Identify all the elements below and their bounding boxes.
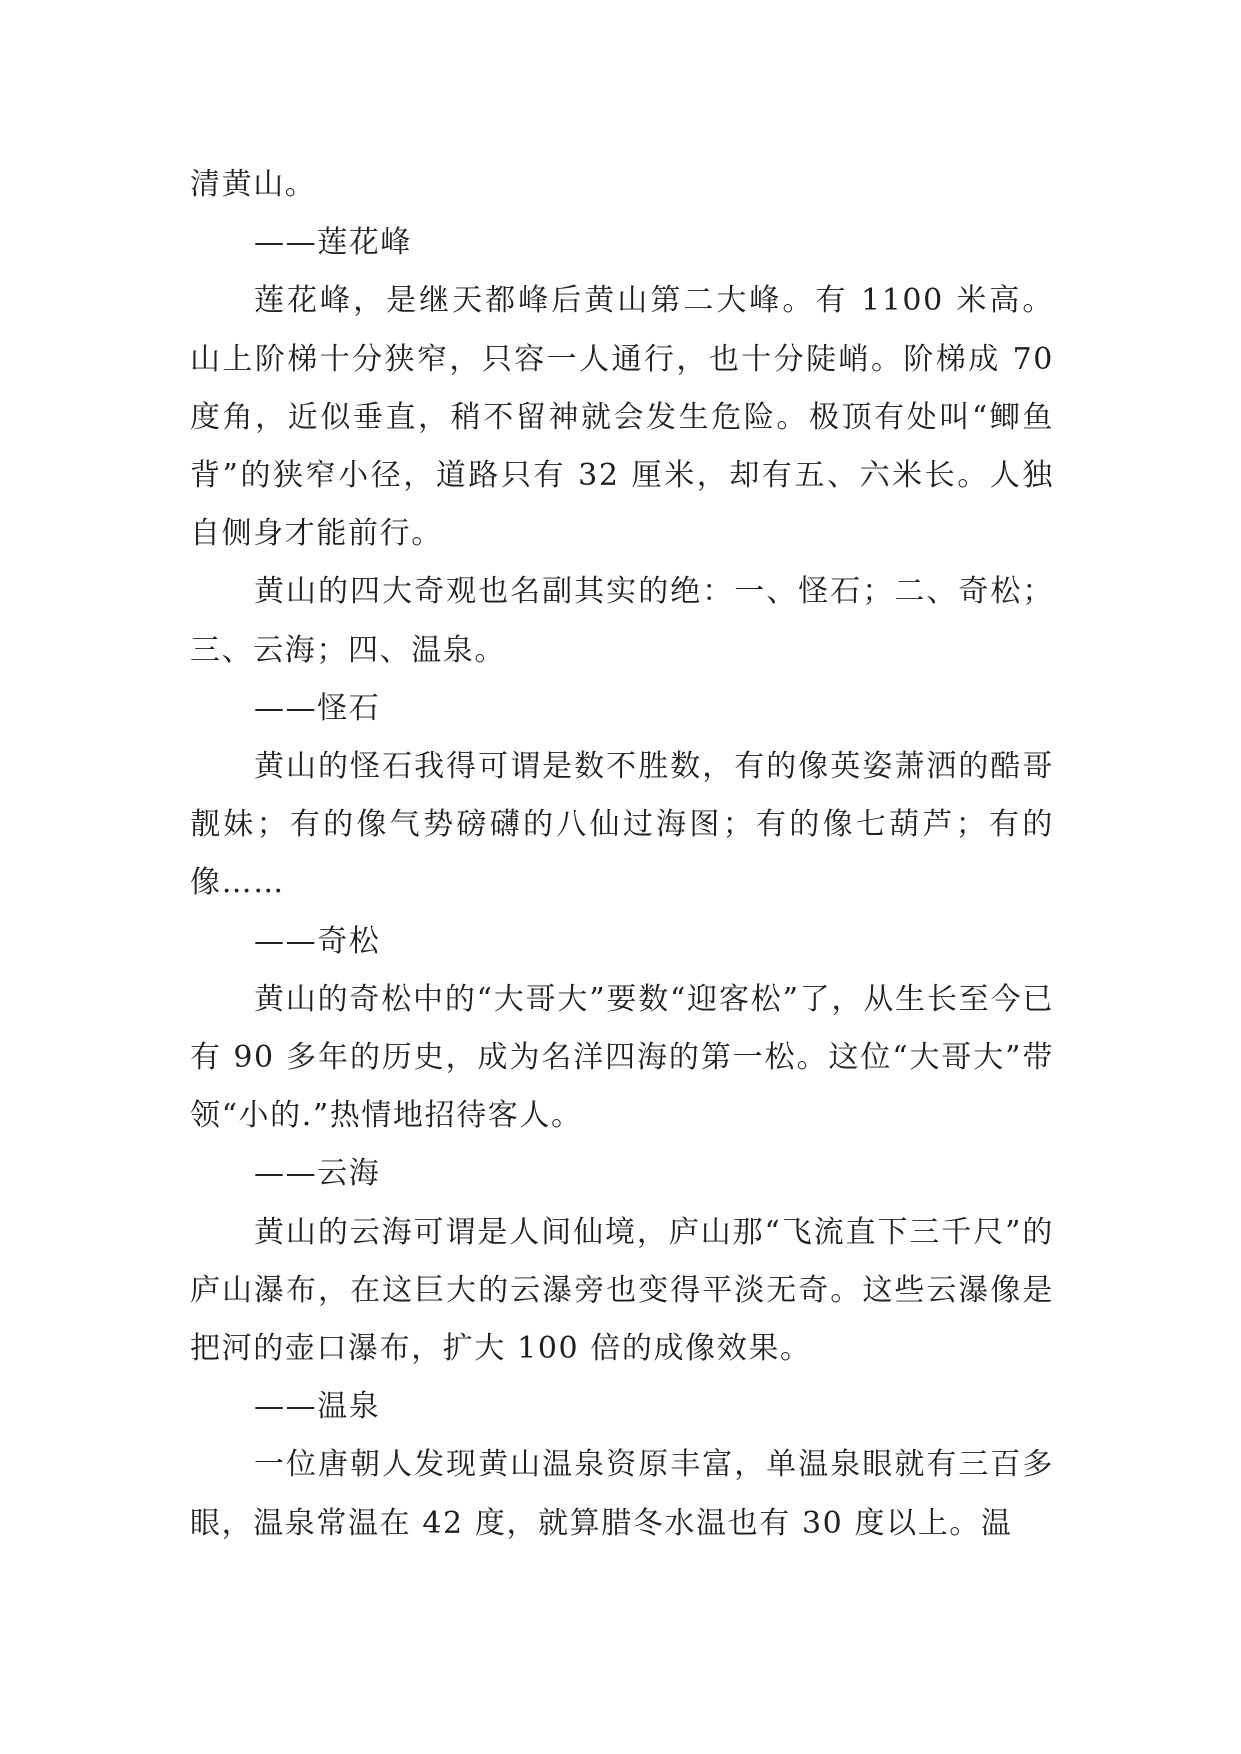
paragraph-sea-of-clouds: 黄山的云海可谓是人间仙境，庐山那“飞流直下三千尺”的庐山瀑布，在这巨大的云瀑旁也变得平淡无奇。这些云瀑像是把河的壶口瀑布，扩大 100 倍的成像效果。 (190, 1214, 1054, 1367)
section-heading-odd-pines: ——奇松 (254, 923, 381, 959)
document-page (190, 0, 1054, 1553)
section-heading-hot-springs: ——温泉 (254, 1389, 381, 1425)
paragraph-continuation: 清黄山。 (190, 167, 317, 202)
paragraph-four-wonders: 黄山的四大奇观也名副其实的绝：一、怪石；二、奇松；三、云海；四、温泉。 (190, 574, 1054, 668)
section-heading-lotus-peak: ——莲花峰 (254, 225, 412, 261)
section-heading-strange-rocks: ——怪石 (254, 690, 381, 726)
paragraph-lotus-peak: 莲花峰，是继天都峰后黄山第二大峰。有 1100 米高。山上阶梯十分狭窄，只容一人通行，也十分陡峭。阶梯成 70 度角，近似垂直，稍不留神就会发生危险。极顶有处叫“鲫鱼背”的狭窄小径，道路只有 32 厘米，却有五、六米长。人独自侧身才能前行。 (190, 283, 1054, 552)
section-heading-sea-of-clouds: ——云海 (254, 1156, 381, 1192)
paragraph-hot-springs: 一位唐朝人发现黄山温泉资原丰富，单温泉眼就有三百多眼，温泉常温在 42 度，就算腊冬水温也有 30 度以上。温 (190, 1447, 1054, 1541)
paragraph-odd-pines: 黄山的奇松中的“大哥大”要数“迎客松”了，从生长至今已有 90 多年的历史，成为名洋四海的第一松。这位“大哥大”带领“小的.”热情地招待客人。 (190, 981, 1054, 1134)
paragraph-strange-rocks: 黄山的怪石我得可谓是数不胜数，有的像英姿萧洒的酷哥靓妹；有的像气势磅礴的八仙过海图；有的像七葫芦；有的像…… (190, 749, 1054, 901)
